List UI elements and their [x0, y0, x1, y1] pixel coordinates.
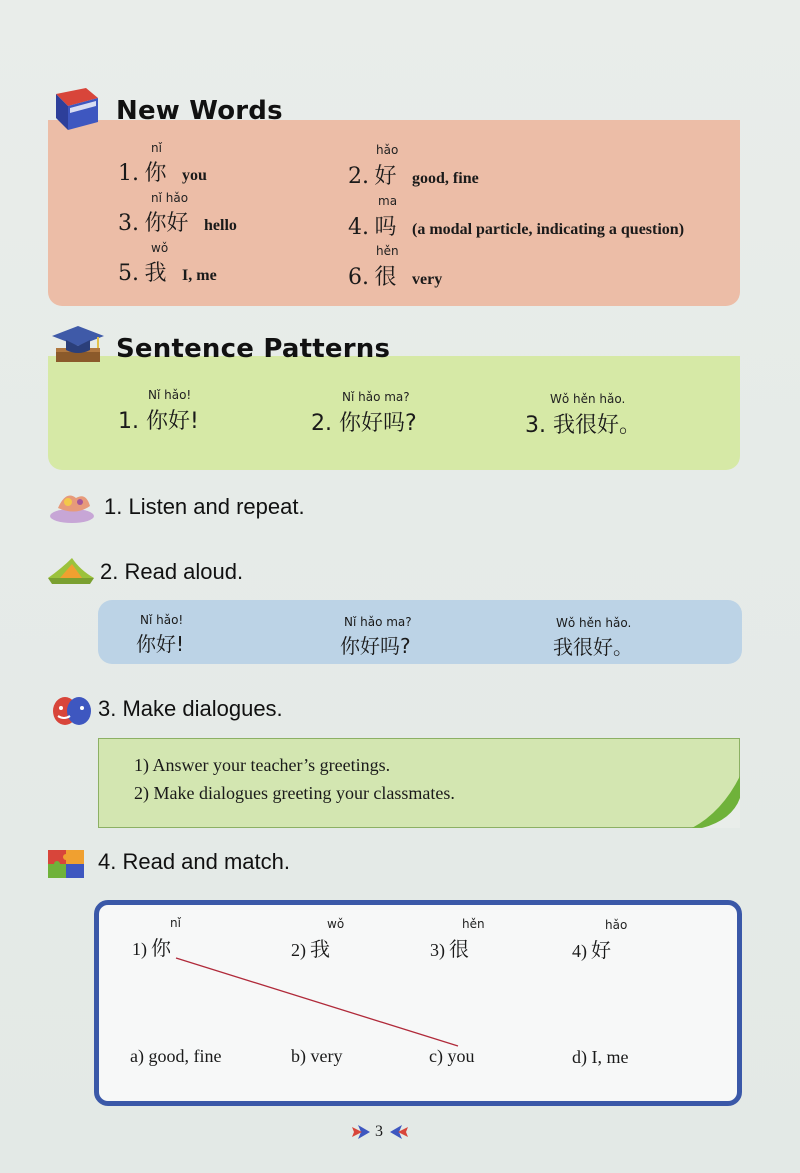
word-number: 1.	[118, 161, 139, 186]
word-pinyin: wǒ	[151, 241, 169, 255]
match-pinyin: hěn	[462, 917, 485, 931]
word-pinyin: nǐ	[151, 141, 162, 155]
word-hanzi: 吗	[374, 215, 397, 240]
match-number: 2)	[291, 940, 306, 960]
match-number: 4)	[572, 941, 587, 961]
sentence-hanzi: 我很好。	[553, 413, 642, 438]
word-meaning: very	[412, 271, 443, 288]
read-hanzi: 我很好。	[553, 635, 633, 659]
word-meaning: I, me	[182, 267, 217, 284]
page-ornament-left-icon	[350, 1124, 370, 1140]
word-pinyin: hěn	[376, 244, 399, 258]
match-number: 1)	[132, 939, 147, 959]
word-pinyin: ma	[378, 194, 398, 208]
sentence-pinyin: Nǐ hǎo!	[148, 388, 192, 402]
word-meaning: you	[182, 167, 207, 184]
match-number: 3)	[430, 940, 445, 960]
word-meaning: hello	[204, 217, 237, 234]
match-hanzi: 我	[310, 937, 330, 961]
task-listen-repeat: 1. Listen and repeat.	[104, 494, 305, 519]
word-meaning: good, fine	[412, 170, 479, 187]
word-pinyin: nǐ hǎo	[151, 191, 189, 205]
sentence-patterns-title: Sentence Patterns	[116, 334, 391, 364]
sentence-pinyin: Wǒ hěn hǎo.	[550, 392, 626, 406]
word-meaning: (a modal particle, indicating a question)	[412, 221, 685, 238]
word-number: 3.	[118, 211, 139, 236]
word-number: 6.	[348, 265, 369, 290]
dialogue-instruction: 1) Answer your teacher’s greetings.	[134, 755, 391, 775]
match-pinyin: hǎo	[605, 918, 628, 932]
word-hanzi: 很	[374, 265, 397, 290]
match-answer-a[interactable]: a) good, fine	[130, 1046, 222, 1066]
sentence-number: 1.	[118, 409, 139, 434]
match-answer-b[interactable]: b) very	[291, 1046, 343, 1066]
match-answer-d[interactable]: d) I, me	[572, 1047, 629, 1067]
task-read-match: 4. Read and match.	[98, 849, 291, 874]
read-pinyin: Nǐ hǎo!	[140, 613, 184, 627]
match-pinyin: nǐ	[170, 916, 181, 930]
word-number: 2.	[348, 164, 369, 189]
read-hanzi: 你好吗?	[340, 634, 411, 658]
read-pinyin: Wǒ hěn hǎo.	[556, 616, 632, 630]
word-pinyin: hǎo	[376, 143, 399, 157]
match-hanzi: 好	[591, 938, 611, 962]
task-read-aloud: 2. Read aloud.	[100, 559, 244, 584]
match-answer-c[interactable]: c) you	[429, 1046, 475, 1066]
sentence-number: 2.	[311, 411, 332, 436]
match-hanzi: 很	[449, 937, 469, 961]
sentence-hanzi: 你好!	[146, 409, 199, 434]
word-hanzi: 好	[374, 164, 397, 189]
match-pinyin: wǒ	[327, 917, 345, 931]
word-number: 5.	[118, 261, 139, 286]
page-number: 3	[375, 1123, 383, 1140]
match-hanzi: 你	[151, 936, 171, 960]
sentence-number: 3.	[525, 413, 546, 438]
word-hanzi: 你好	[144, 211, 189, 236]
read-hanzi: 你好!	[136, 632, 185, 656]
task-make-dialogues: 3. Make dialogues.	[98, 696, 283, 721]
word-hanzi: 我	[144, 261, 167, 286]
page-ornament-right-icon	[390, 1124, 410, 1140]
read-pinyin: Nǐ hǎo ma?	[344, 615, 412, 629]
word-number: 4.	[348, 215, 369, 240]
dialogue-instruction: 2) Make dialogues greeting your classmates.	[134, 783, 455, 803]
word-hanzi: 你	[144, 161, 167, 186]
sentence-pinyin: Nǐ hǎo ma?	[342, 390, 410, 404]
sentence-hanzi: 你好吗?	[339, 411, 417, 436]
new-words-title: New Words	[116, 96, 283, 126]
